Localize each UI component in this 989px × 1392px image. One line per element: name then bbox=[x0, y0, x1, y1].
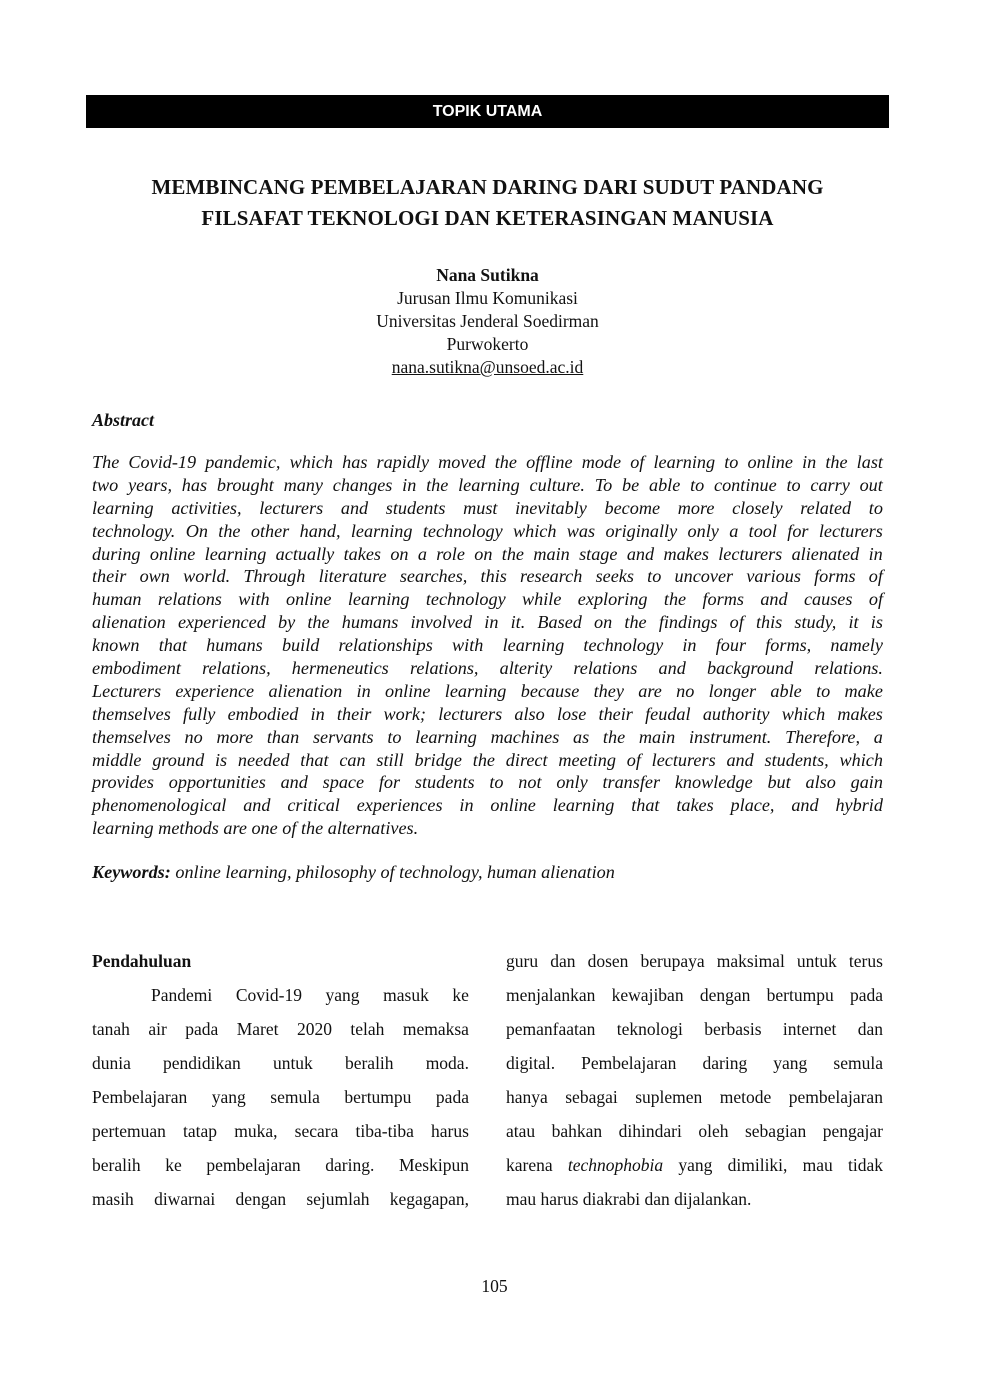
abstract-line: two years, has brought many changes in the learning culture. To be able to continue to carry out bbox=[92, 474, 883, 495]
section-banner: TOPIK UTAMA bbox=[86, 95, 889, 128]
abstract-line: phenomenological and critical experiences in online learning that takes place, and hybrid bbox=[92, 795, 883, 816]
body-line: guru dan dosen berupaya maksimal untuk terus bbox=[506, 951, 883, 971]
body-line: atau bahkan dihindari oleh sebagian pengajar bbox=[506, 1121, 883, 1141]
abstract-line: The Covid-19 pandemic, which has rapidly moved the offline mode of learning to online in the last bbox=[92, 452, 883, 472]
keywords-value: online learning, philosophy of technology, human alienation bbox=[170, 862, 615, 882]
abstract-line: themselves no more than servants to learning machines as the main instrument. Therefore, a bbox=[92, 726, 883, 747]
body-line: menjalankan kewajiban dengan bertumpu pada bbox=[506, 985, 883, 1005]
author-city: Purwokerto bbox=[446, 334, 529, 354]
body-line: Pembelajaran yang semula bertumpu pada bbox=[92, 1087, 469, 1107]
abstract-line: middle ground is needed that can still bridge the direct meeting of lecturers and students, which bbox=[92, 749, 883, 770]
italic-term: technophobia bbox=[567, 1155, 664, 1175]
body-line bbox=[506, 1148, 883, 1182]
body-text: karena bbox=[506, 1155, 568, 1175]
body-column-left bbox=[92, 944, 469, 1216]
body-line: digital. Pembelajaran daring yang semula bbox=[506, 1053, 883, 1073]
abstract-line: learning methods are one of the alternatives. bbox=[92, 818, 419, 839]
abstract-line: known that humans build relationships with learning technology in four forms, namely bbox=[92, 635, 883, 656]
abstract-line: embodiment relations, hermeneutics relations, alterity relations and background relations. bbox=[92, 658, 883, 679]
author-block bbox=[86, 264, 889, 379]
body-line: pemanfaatan teknologi berbasis internet dan bbox=[506, 1019, 883, 1039]
body-line: mau harus diakrabi dan dijalankan. bbox=[506, 1189, 752, 1209]
body-line: beralih ke pembelajaran daring. Meskipun bbox=[92, 1155, 469, 1175]
abstract-line: alienation experienced by the humans involved in it. Based on the findings of this study, it is bbox=[92, 612, 883, 633]
body-line: Pandemi Covid-19 yang masuk ke bbox=[151, 985, 469, 1005]
abstract-heading: Abstract bbox=[92, 410, 155, 430]
body-line: hanya sebagai suplemen metode pembelajaran bbox=[506, 1087, 883, 1107]
abstract-line: provides opportunities and space for students to not only transfer knowledge but also gain bbox=[92, 772, 883, 793]
abstract-line: their own world. Through literature searches, this research seeks to uncover various forms of bbox=[92, 566, 883, 587]
page-number: 105 bbox=[481, 1276, 508, 1296]
body-column-right bbox=[506, 944, 883, 1216]
title-line: MEMBINCANG PEMBELAJARAN DARING DARI SUDUT PANDANG bbox=[151, 175, 824, 199]
section-heading: Pendahuluan bbox=[92, 951, 192, 971]
abstract-line: learning activities, lecturers and students must inevitably become more closely related to bbox=[92, 497, 883, 518]
body-line: dunia pendidikan untuk beralih moda. bbox=[92, 1053, 469, 1073]
body-text: yang dimiliki, mau tidak bbox=[663, 1155, 884, 1175]
article-title bbox=[86, 172, 889, 234]
body-line: pertemuan tatap muka, secara tiba-tiba harus bbox=[92, 1121, 469, 1141]
abstract-line: human relations with online learning technology while exploring the forms and causes of bbox=[92, 589, 883, 610]
title-line: FILSAFAT TEKNOLOGI DAN KETERASINGAN MANUSIA bbox=[201, 206, 774, 230]
author-university: Universitas Jenderal Soedirman bbox=[376, 311, 599, 331]
keywords-label: Keywords: bbox=[92, 862, 171, 882]
abstract-line: technology. On the other hand, learning technology which was originally only a tool for lecturers bbox=[92, 520, 883, 541]
author-name: Nana Sutikna bbox=[436, 265, 539, 285]
author-email-link[interactable]: nana.sutikna@unsoed.ac.id bbox=[391, 357, 584, 377]
abstract-line: themselves fully embodied in their work; lecturers also lose their feudal authority which makes bbox=[92, 703, 883, 724]
author-department: Jurusan Ilmu Komunikasi bbox=[397, 288, 578, 308]
body-line: tanah air pada Maret 2020 telah memaksa bbox=[92, 1019, 469, 1039]
abstract-line: during online learning actually takes on a role on the main stage and makes lecturers alienated in bbox=[92, 543, 883, 564]
keywords bbox=[92, 862, 615, 883]
abstract-line: Lecturers experience alienation in online learning because they are no longer able to make bbox=[92, 680, 883, 701]
body-line: masih diwarnai dengan sejumlah kegagapan, bbox=[92, 1189, 469, 1209]
abstract-text bbox=[92, 451, 883, 840]
